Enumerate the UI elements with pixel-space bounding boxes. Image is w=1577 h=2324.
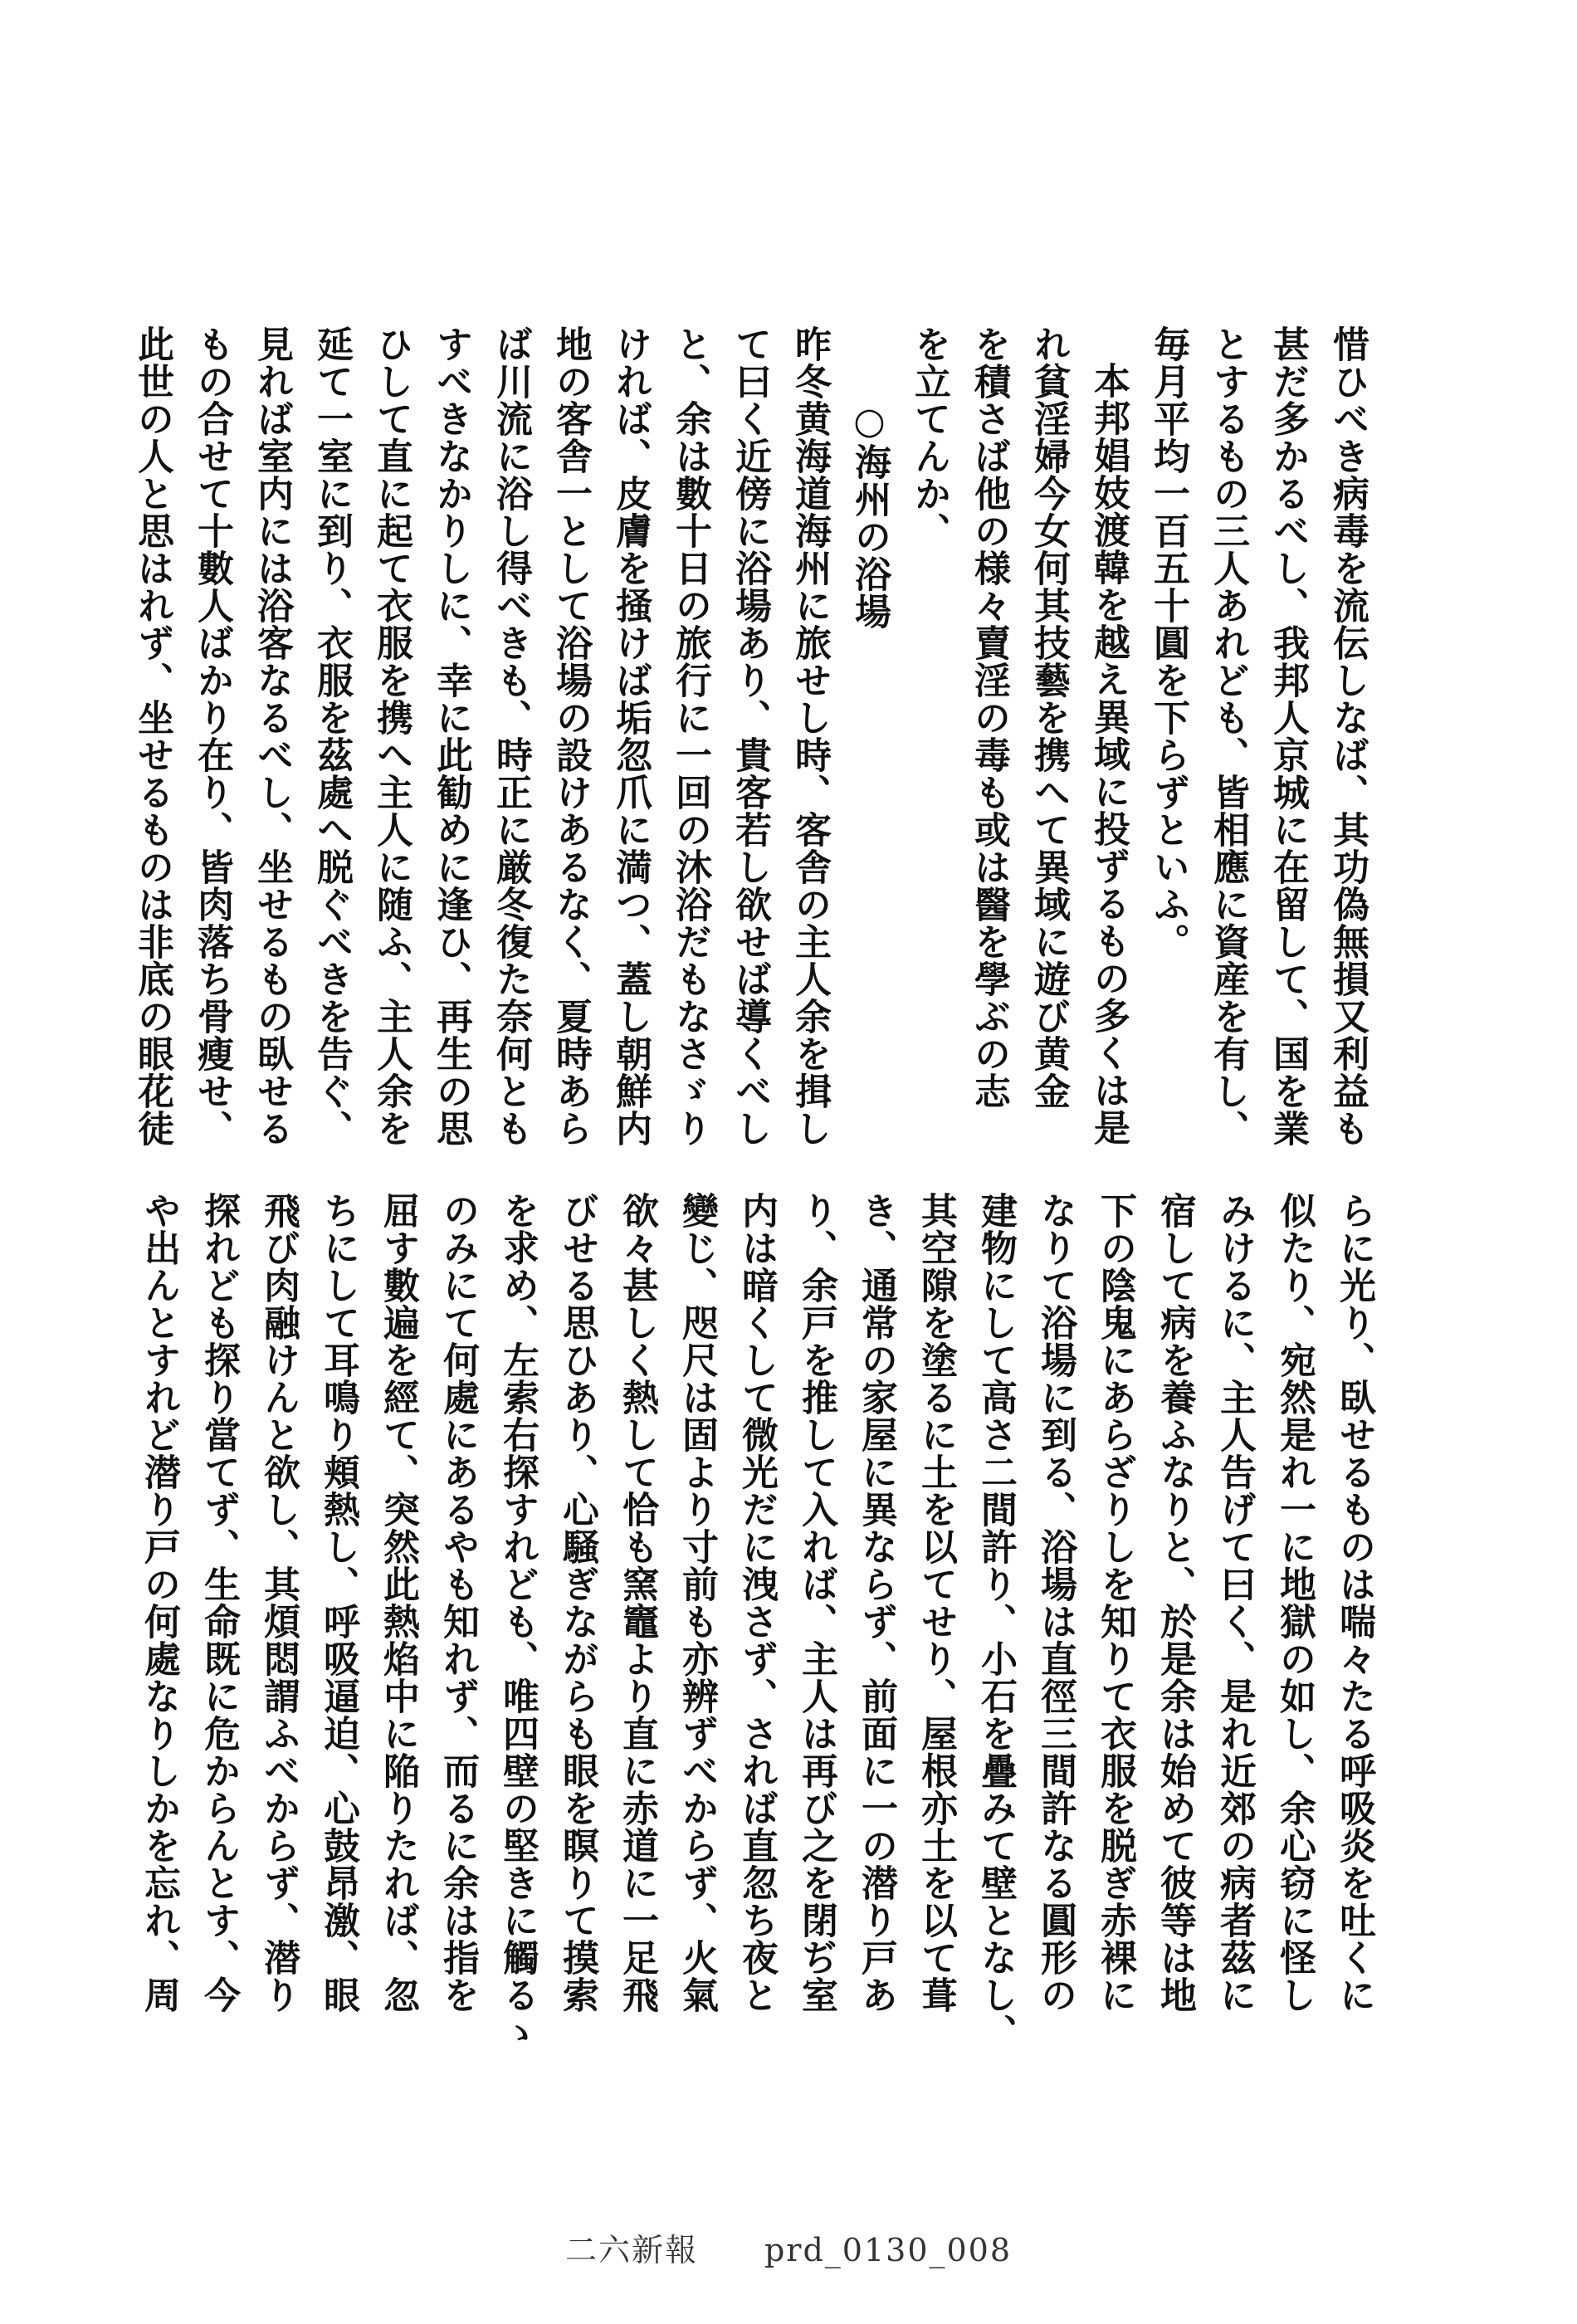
text-column: 宿して病を養ふなりと、於是余は始めて彼等は地 <box>1154 1192 1196 2014</box>
text-column: 建物にして高さ二間許り、小石を疊みて壁となし、 <box>974 1192 1017 2051</box>
lower-text-block <box>138 1192 1378 2072</box>
text-column: を立てんか、 <box>908 325 950 549</box>
text-column: 延て一室に到り、衣服を茲處へ脱ぐべきを告ぐ、 <box>310 325 353 1147</box>
text-column: ければ、皮膚を掻けば垢忽爪に満つ、蓋し朝鮮内 <box>609 325 652 1147</box>
upper-text-block <box>131 325 1371 1155</box>
text-column: て曰く近傍に浴場あり、貴客若し欲せば導くべし <box>729 325 771 1147</box>
text-column: り、余戸を推して入れば、主人は再び之を閉ぢ室 <box>795 1192 837 2014</box>
text-column: 毎月平均一百五十圓を下らずといふ。 <box>1147 325 1189 960</box>
text-column: れ貧淫婦今女何其技藝を携へて異域に遊び黄金 <box>1028 325 1070 1110</box>
text-column: 惜ひべき病毒を流伝しなば、其功偽無損又利益も <box>1326 325 1369 1147</box>
text-column: すべきなかりしに、幸に此勧めに逢ひ、再生の思 <box>430 325 472 1147</box>
text-column: 此世の人と思はれず、坐せるものは非底の眼花徒 <box>131 325 173 1147</box>
text-column: とするもの三人あれども、皆相應に資産を有し、 <box>1207 325 1249 1147</box>
text-column: き、通常の家屋に異ならず、前面に一の潜り戸あ <box>855 1192 897 2014</box>
text-column: 探れども探り當てず、生命既に危からんとす、今 <box>198 1192 240 2014</box>
text-column: と、余は數十日の旅行に一回の沐浴だもなさゞり <box>669 325 711 1147</box>
text-column: のみにて何處にあるやも知れず、而るに余は指を <box>437 1192 479 2014</box>
text-column: びせる思ひあり、心騒ぎながらも眼を瞑りて摸索 <box>556 1192 598 2014</box>
text-column: らに光り、臥せるものは喘々たる呼吸炎を吐くに <box>1333 1192 1375 2014</box>
section-heading: ○海州の浴場 <box>848 400 891 630</box>
text-column: 内は暗くして微光だに洩さず、されば直忽ち夜と <box>735 1192 778 2014</box>
text-column: みけるに、主人告げて曰く、是れ近郊の病者茲に <box>1213 1192 1256 2014</box>
text-column: ちにして耳鳴り頬熱し、呼吸逼迫、心鼓昂激、眼 <box>317 1192 359 2014</box>
text-column: もの合せて十數人ばかり在り、皆肉落ち骨瘦せ、 <box>191 325 233 1147</box>
text-column: を積さば他の様々賣淫の毒も或は醫を學ぶの志 <box>968 325 1010 1110</box>
text-column: 其空隙を塗るに土を以てせり、屋根亦土を以て葺 <box>915 1192 957 2014</box>
text-column: ひして直に起て衣服を携へ主人に随ふ、主人余を <box>370 325 413 1147</box>
text-column: ば川流に浴し得べきも、時正に厳冬復た奈何とも <box>490 325 532 1147</box>
text-column: 甚だ多かるべし、我邦人京城に在留して、国を業 <box>1267 325 1309 1147</box>
text-column: 欲々甚しく熱して恰も窯竈より直に赤道に一足飛 <box>616 1192 658 2014</box>
text-column: 昨冬黄海道海州に旅せし時、客舎の主人余を揖し <box>788 325 831 1147</box>
text-column: 見れば室内には浴客なるべし、坐せるもの臥せる <box>251 325 293 1147</box>
text-column: なりて浴場に到る、浴場は直徑三間許なる圓形の <box>1034 1192 1077 2014</box>
text-column: 變じ、咫尺は固より寸前も亦辨ずべからず、火氣 <box>676 1192 718 2014</box>
text-column: 本邦娼妓渡韓を越え異域に投ずるもの多くは是 <box>1087 362 1130 1146</box>
text-column: 下の陰鬼にあらざりしを知りて衣服を脱ぎ赤裸に <box>1094 1192 1136 2014</box>
text-column: 飛び肉融けんと欲し、其煩悶謂ふべからず、潜り <box>257 1192 300 2014</box>
text-column: 地の客舎一として浴場の設けあるなく、夏時あら <box>549 325 592 1147</box>
text-column: や出んとすれど潜り戸の何處なりしかを忘れ、周 <box>138 1192 180 2014</box>
page-footer: 二六新報 prd_0130_008 <box>564 2232 1013 2268</box>
text-column: を求め、左索右探すれども、唯四壁の堅きに觸るゝ <box>496 1192 539 2051</box>
text-column: 似たり、宛然是れ一に地獄の如し、余心窃に怪し <box>1273 1192 1316 2014</box>
text-column: 屈す數遍を經て、突然此熱焰中に陥りたれば、忽 <box>377 1192 419 2014</box>
